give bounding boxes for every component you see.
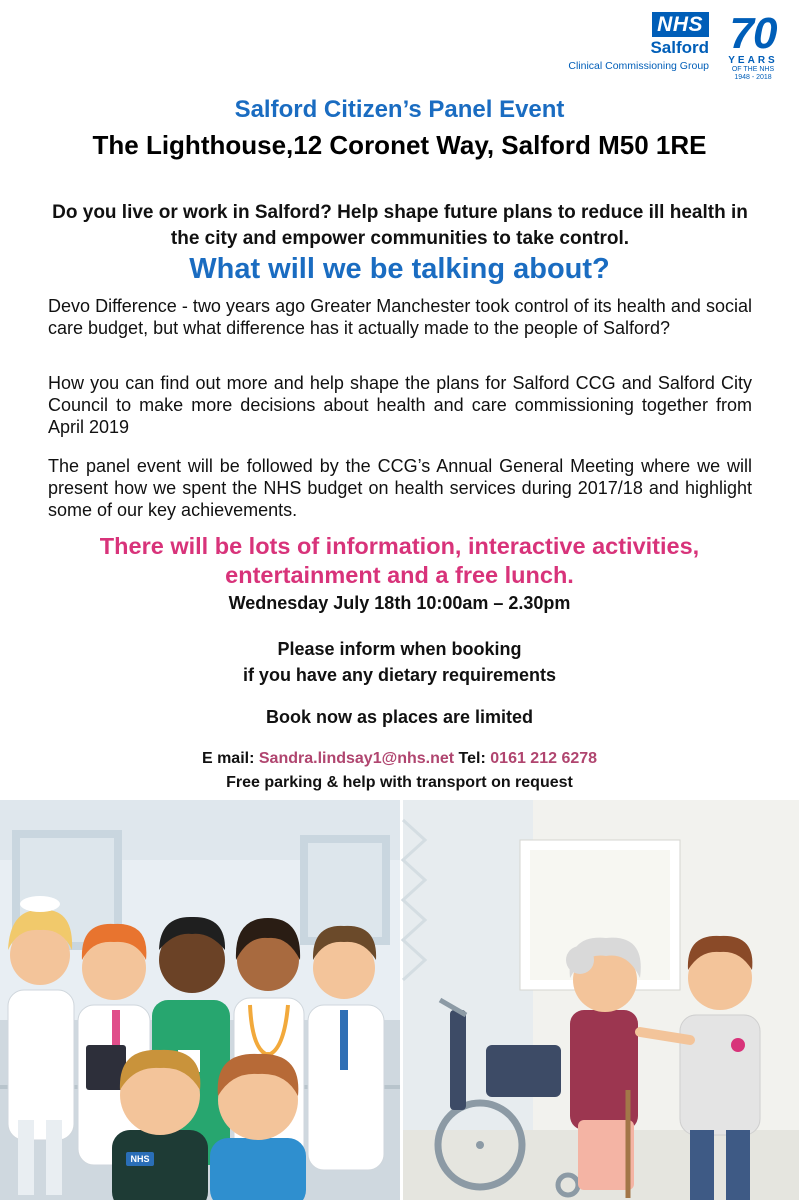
nhs-salford-logo [541,9,791,82]
anniversary-number: 70 [729,9,777,58]
paramedic-nhs-badge: NHS [130,1154,150,1164]
healthcare-staff-illustration [0,800,400,1200]
dietary-notice [0,636,799,688]
tel-label: Tel: [458,750,486,767]
highlight-line-2: entertainment and a free lunch. [225,562,574,588]
book-now-text: Book now as places are limited [265,707,534,727]
event-date-time: Wednesday July 18th 10:00am – 2.30pm [228,593,571,613]
tel-number[interactable]: 0161 212 6278 [490,750,598,767]
organisation-name: Salford [650,38,709,57]
email-label: E mail: [201,750,255,767]
intro-text: Do you live or work in Salford? Help shape future plans to reduce ill health in the city and empower communities to take control. [52,202,748,249]
ccg-name: Clinical Commissioning Group [568,60,709,72]
highlight-text [0,532,799,590]
anniversary-years: YEARS [728,55,778,66]
paragraph-shape-plans: How you can find out more and help shape the plans for Salford CCG and Salford City Council to make more decisions about health and care commissioning together from April 2019 [48,373,752,437]
carer-patient-illustration [403,800,799,1200]
nhs-badge: NHS [652,12,709,37]
event-title: Salford Citizen’s Panel Event [234,96,565,123]
dietary-notice-line-2: if you have any dietary requirements [242,665,557,685]
parking-info: Free parking & help with transport on request [226,774,573,791]
event-venue: The Lighthouse,12 Coronet Way, Salford M50 1RE [92,130,707,160]
illustration-banner [0,800,799,1200]
section-heading: What will we be talking about? [189,253,610,285]
paragraph-devo-difference: Devo Difference - two years ago Greater Manchester took control of its health and social care budget, but what difference has it actually made to the people of Salford? [48,296,752,338]
anniversary-dates: 1948 - 2018 [734,74,772,81]
anniversary-sub: OF THE NHS [731,66,775,73]
nhs-70-years-logo [715,9,791,82]
staff-senior-doctor-figure [308,926,384,1170]
contact-line [0,750,799,768]
nhs-wordmark [568,12,709,72]
dietary-notice-line-1: Please inform when booking [277,639,522,659]
email-link[interactable]: Sandra.lindsay1@nhs.net [258,750,455,767]
paragraph-agm: The panel event will be followed by the CCG’s Annual General Meeting where we will present how we spent the NHS budget on health services during 2017/18 and highlight some of our key achievements. [48,456,752,520]
highlight-line-1: There will be lots of information, interactive activities, [99,533,700,559]
